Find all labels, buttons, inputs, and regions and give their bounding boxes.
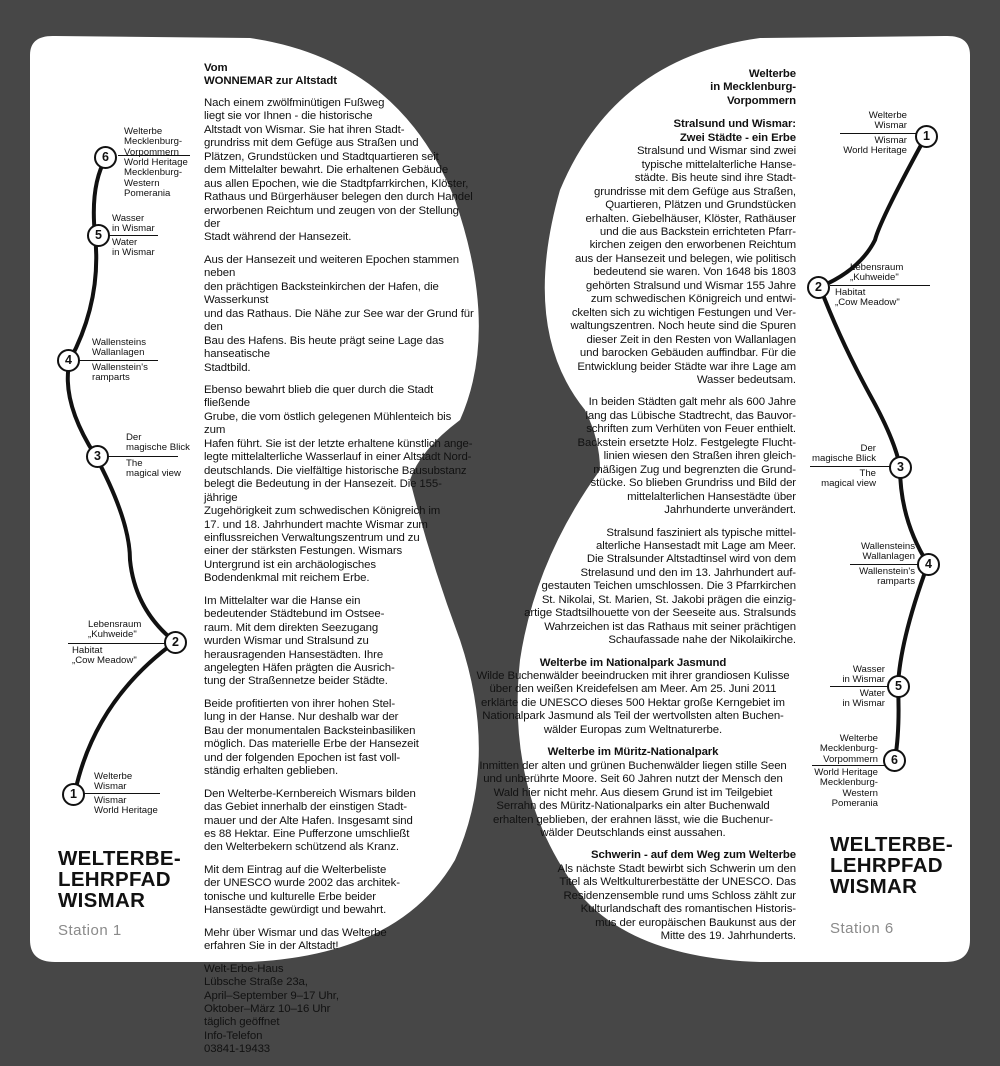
left-paragraph: Aus der Hansezeit und weiteren Epochen stammen neben den prächtigen Backsteinkirchen der Hafen, die Wasserkunst und das Rathaus. Die Nähe zur See war der Grund für den Bau des Hafens. Bis heute prägt seine Lage das hanseatische Stadtbild.: [204, 253, 474, 374]
right-station-label: Station 6: [830, 920, 894, 937]
left-heading: Vom WONNEMAR zur Altstadt: [204, 62, 337, 88]
label-rule: [830, 285, 930, 286]
station-4-marker: 4: [917, 553, 940, 576]
route-label-de: Lebensraum „Kuhweide": [850, 262, 904, 284]
section-paragraph: Inmitten der alten und grünen Buchenwälder liegen stille Seen und unberührte Moore. Seit 60 Jahren nutzt der Mensch den Wald hier nicht mehr. Aus diesem Grund ist im Teilgebiet Serrahn des Müritz-Nationalparks ein alter Buchenwald erhalten geblieben, der erahnen lässt, wie die Buchenur- wälder Deutschlands einst aussahen.: [479, 759, 787, 840]
route-label-en: Habitat „Cow Meadow": [72, 645, 137, 667]
route-label-de: Welterbe Wismar: [868, 110, 907, 132]
route-label-en: Wallenstein's ramparts: [859, 566, 915, 588]
route-label-en: Wismar World Heritage: [94, 795, 158, 817]
left-paragraph: Ebenso bewahrt blieb die quer durch die Stadt fließende Grube, die vom östlich gelegenen Mühlenteich bis zum Hafen führt. Sie ist der letzte erhaltene künstlich ange- legte mittelalterliche Wasserlauf in einer Altstadt Nord- deutschlands. Die vielfältige historische Bausubstanz belegt die Bedeutung in der Hansezeit. Die 155-jährige Zugehörigkeit zum schwedischen Königreich im 17. und 18. Jahrhundert machte Wismar zum einflussreichen Verwaltungszentrum und zu einer der stärksten Festungen. Wismars Untergrund ist ein archäologisches Bodendenkmal mit reichem Erbe.: [204, 383, 473, 585]
route-label-en: Habitat „Cow Meadow": [835, 287, 900, 309]
station-6-marker: 6: [883, 749, 906, 772]
left-text-column: [204, 62, 474, 1066]
left-paragraph: Beide profitierten von ihrer hohen Stel- lung in der Hanse. Nur deshalb war der Bau der monumentalen Backsteinbasiliken möglich. Das materielle Erbe der Hansezeit und der folgenden Epochen ist fast voll- ständig erhalten geblieben.: [204, 697, 419, 778]
label-rule: [82, 793, 160, 794]
label-rule: [78, 360, 158, 361]
left-paragraph: Nach einem zwölfminütigen Fußweg liegt sie vor Ihnen - die historische Altstadt von Wismar. Sie hat ihren Stadt- grundriss mit dem Gefüge aus Straßen und Plätzen, Grundstücken und Stadtquartieren seit dem Mittelalter bewahrt. Die erhaltenen Gebäude aus allen Epochen, wie die Stadtpfarrkirchen, Klöster, Rathaus und Bürgerhäuser belegen den durch Handel erworbenen Reichtum und zeugen von der Stellung der Stadt während der Hansezeit.: [204, 96, 473, 244]
left-paragraph: Mehr über Wismar und das Welterbe erfahren Sie in der Altstadt!: [204, 926, 387, 953]
label-rule: [810, 466, 896, 467]
label-rule: [840, 133, 920, 134]
left-paragraph: Mit dem Eintrag auf die Welterbeliste der UNESCO wurde 2002 das architek- tonische und kulturelle Erbe beider Hansestädte gewürdigt und bewahrt.: [204, 863, 400, 917]
route-label-en: Wismar World Heritage: [843, 135, 907, 157]
station-2-marker: 2: [164, 631, 187, 654]
station-5-marker: 5: [87, 224, 110, 247]
station-3-marker: 3: [889, 456, 912, 479]
section-heading: Welterbe im Müritz-Nationalpark: [547, 746, 719, 759]
route-label-de: Der magische Blick: [126, 432, 190, 454]
label-rule: [850, 564, 922, 565]
station-1-marker: 1: [915, 125, 938, 148]
section-heading: Schwerin - auf dem Weg zum Welterbe: [591, 849, 796, 862]
label-rule: [68, 643, 168, 644]
right-title: WELTERBE- LEHRPFAD WISMAR: [830, 833, 954, 898]
route-label-en: Wallenstein's ramparts: [92, 362, 148, 384]
left-contact: Welt-Erbe-Haus Lübsche Straße 23a, April–September 9–17 Uhr, Oktober–März 10–16 Uhr täglich geöffnet Info-Telefon 03841-19433: [204, 962, 339, 1056]
route-label-en: The magical view: [126, 458, 181, 480]
station-1-marker: 1: [62, 783, 85, 806]
route-label-de: Welterbe Wismar: [94, 771, 133, 793]
route-label-de: Wallensteins Wallanlagen: [92, 337, 147, 359]
section-paragraph: Stralsund fasziniert als typische mittel- alterliche Hansestadt mit Lage am Meer. Die Stralsunder Altstadtinsel wird von dem Strelasund und den im 13. Jahrhundert auf- gestauten Teichen umschlossen. Die 3 Pfarrkirchen St. Nikolai, St. Marien, St. Jakobi prägen die einzig- artige Stadtsilhouette von der Seeseite aus. Stralsunds Wahrzeichen ist das Rathaus mit seiner prächtigen Schaufassade nahe der Nikolaikirche.: [524, 526, 796, 647]
route-label-de: Lebensraum „Kuhweide": [88, 619, 142, 641]
route-label-en: Water in Wismar: [112, 237, 155, 259]
section-paragraph: In beiden Städten galt mehr als 600 Jahre lang das Lübische Stadtrecht, das Bauvor- schriften zum Verhüten von Feuer enthielt. Backstein ersetzte Holz. Festgelegte Flucht- linien wiesen den Straßen ihren gleich- mäßigen Zug und begrenzten die Grund- stücke. So blieben Grundriss und Bild der mittelalterlichen Hansestädte über Jahrhunderte unverändert.: [577, 396, 796, 517]
route-label-de: Wasser in Wismar: [842, 664, 885, 686]
route-label-de: Wasser in Wismar: [112, 213, 155, 235]
left-station-label: Station 1: [58, 922, 122, 939]
route-label-de: Welterbe Mecklenburg- Vorpommern: [124, 126, 183, 158]
left-paragraph: Im Mittelalter war die Hanse ein bedeutender Städtebund im Ostsee- raum. Mit dem direkten Seezugang wurden Wismar und Stralsund zu herausragenden Hansestädten. Ihre angelegten Häfen prägten die Ausrich- tung der Straßennetze beider Städte.: [204, 594, 395, 688]
route-label-de: Der magische Blick: [812, 443, 876, 465]
left-title: WELTERBE- LEHRPFAD WISMAR: [58, 847, 182, 912]
right-heading: Welterbe in Mecklenburg- Vorpommern: [710, 68, 796, 107]
label-rule: [830, 686, 892, 687]
station-6-marker: 6: [94, 146, 117, 169]
route-label-de: Welterbe Mecklenburg- Vorpommern: [819, 733, 878, 765]
right-text-column: [470, 68, 796, 953]
section-paragraph: Stralsund und Wismar sind zwei typische mittelalterliche Hanse- städte. Bis heute sind ihre Stadt- grundrisse mit dem Gefüge aus Straßen, Quartieren, Plätzen und Grundstücken erhalten. Giebelhäuser, Klöster, Rathäuser und die aus Backstein errichteten Pfarr- kirchen zeigen den erworbenen Reichtum aus der Hansezeit und belegen, wie politisch bedeutend sie waren. Von 1648 bis 1803 gehörten Stralsund und Wismar 155 Jahre zum schwedischen Königreich und entwi- ckelten sich zu wichtigen Festungen und Ver- waltungszentren. Noch heute sind die Spuren dieser Zeit in den Resten von Wallanlagen und barocken Gebäuden auffindbar. Für die Entwicklung beider Städte war ihre Lage am Wasser bedeutsam.: [570, 145, 796, 386]
section-heading: Stralsund und Wismar: Zwei Städte - ein Erbe: [673, 118, 796, 144]
route-label-en: World Heritage Mecklenburg- Western Pomerania: [814, 767, 878, 810]
station-2-marker: 2: [807, 276, 830, 299]
station-3-marker: 3: [86, 445, 109, 468]
route-label-en: The magical view: [821, 468, 876, 490]
section-paragraph: Als nächste Stadt bewirbt sich Schwerin um den Titel als Weltkulturerbestätte der UNESCO. Das Residenzensemble rund ums Schloss zählt zur Kulturlandschaft des romantischen Historis- mus der europäischen Baukunst aus der Mitte des 19. Jahrhunderts.: [557, 862, 796, 943]
station-4-marker: 4: [57, 349, 80, 372]
label-rule: [104, 456, 178, 457]
section-heading: Welterbe im Nationalpark Jasmund: [539, 656, 727, 669]
route-label-de: Wallensteins Wallanlagen: [860, 541, 915, 563]
left-paragraph: Den Welterbe-Kernbereich Wismars bilden das Gebiet innerhalb der einstigen Stadt- mauer und der Alte Hafen. Insgesamt sind es 88 Hektar. Eine Pufferzone umschließt den Welterbekern schützend als Kranz.: [204, 787, 416, 854]
station-5-marker: 5: [887, 675, 910, 698]
route-label-en: World Heritage Mecklenburg- Western Pomerania: [124, 157, 188, 200]
route-label-en: Water in Wismar: [842, 688, 885, 710]
section-paragraph: Wilde Buchenwälder beeindrucken mit ihrer grandiosen Kulisse über den weißen Kreidefelsen am Meer. Am 25. Juni 2011 erklärte die UNESCO dieses 500 Hektar große Kerngebiet im Nationalpark Jasmund als Teil der wertvollsten alten Buchen- wälder Europas zum Weltnaturerbe.: [476, 670, 790, 736]
